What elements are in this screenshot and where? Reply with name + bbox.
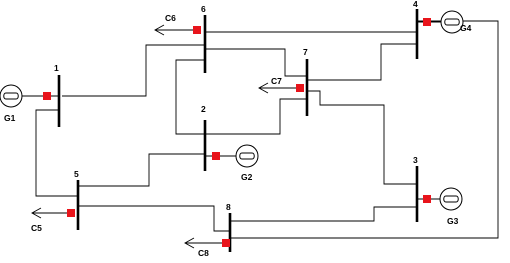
load-label: C6 — [165, 13, 176, 23]
load-label: C7 — [271, 76, 282, 86]
bus-label: 1 — [54, 63, 59, 73]
generator-G2-icon — [236, 145, 258, 167]
breaker-icon — [423, 195, 431, 203]
bus-label: 4 — [413, 0, 418, 9]
bus-label: 5 — [74, 169, 79, 179]
line-7-4 — [307, 44, 417, 80]
buses — [59, 9, 417, 252]
breaker-icon — [43, 92, 51, 100]
generator-label: G4 — [460, 23, 472, 33]
line-7-2 — [205, 99, 307, 134]
transmission-lines — [36, 21, 498, 238]
generators — [0, 11, 463, 210]
generator-label: G3 — [447, 216, 459, 226]
generator-label: G2 — [241, 172, 253, 182]
line-2-5 — [78, 154, 205, 186]
breakers — [43, 18, 431, 247]
generator-G3-icon — [440, 188, 462, 210]
breaker-icon — [212, 152, 220, 160]
labels — [4, 0, 472, 258]
breaker-icon — [296, 84, 304, 92]
bus-label: 2 — [201, 104, 206, 114]
breaker-icon — [222, 239, 230, 247]
bus-label: 6 — [201, 4, 206, 14]
breaker-icon — [67, 209, 75, 217]
bus-label: 3 — [413, 155, 418, 165]
line-1-6 — [62, 45, 205, 96]
line-6-2 — [176, 60, 205, 134]
line-6-7 — [205, 49, 307, 76]
load-label: C5 — [31, 223, 42, 233]
line-8-3 — [230, 207, 417, 221]
line-5-8 — [78, 206, 230, 231]
bus-label: 8 — [226, 202, 231, 212]
load-label: C8 — [198, 248, 209, 258]
bus-label: 7 — [303, 47, 308, 57]
generator-G1-icon — [0, 85, 22, 107]
breaker-icon — [423, 18, 431, 26]
breaker-icon — [193, 26, 201, 34]
line-7-3 — [307, 91, 417, 184]
line-1-5 — [36, 110, 78, 196]
generator-label: G1 — [4, 113, 16, 123]
